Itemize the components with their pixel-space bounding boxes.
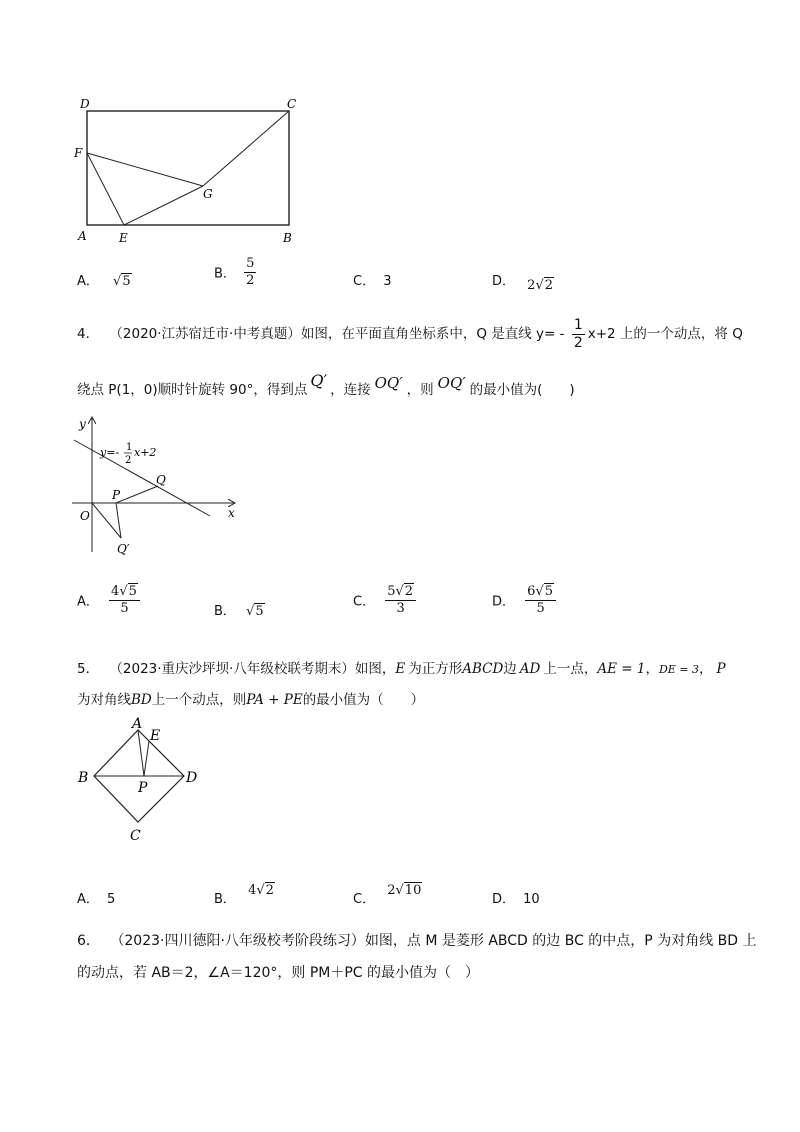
coordinate-figure bbox=[68, 412, 248, 562]
label-e: E bbox=[150, 728, 161, 744]
label-c: C bbox=[130, 828, 141, 844]
question-4-line-1: 4． （2020·江苏宿迁市·中考真题）如图，在平面直角坐标系中，Q 是直线 y= - $\frac{1}{2}$ x+2 上的一个动点，将 Q bbox=[77, 317, 743, 351]
q5-option-c[interactable]: C． 2√10 bbox=[353, 883, 422, 907]
question-source: （2020·江苏宿迁市·中考真题） bbox=[109, 326, 301, 343]
fraction: $\frac{5√2}{3}$ bbox=[385, 585, 416, 615]
label-g: G bbox=[203, 187, 213, 201]
label-c: C bbox=[287, 97, 297, 111]
question-6-line-2: 的动点，若 AB＝2，∠A＝120°，则 PM＋PC 的最小值为（ ） bbox=[77, 965, 480, 981]
label-a: A bbox=[78, 229, 87, 243]
oq-prime-symbol: OQ′ bbox=[437, 374, 466, 392]
equation-label-num: 1 bbox=[126, 442, 133, 453]
equation-label-left: y=- bbox=[100, 446, 120, 459]
segment-fe bbox=[87, 153, 124, 225]
question-number: 5． bbox=[77, 661, 100, 677]
rectangle-abcd bbox=[87, 111, 289, 225]
sqrt-expression: 2√2 bbox=[527, 278, 554, 293]
q-prime-symbol: Q′ bbox=[310, 371, 328, 390]
question-source: （2023·四川德阳·八年级校考阶段练习） bbox=[110, 933, 365, 949]
question-4-line-2: 绕点 P(1，0)顺时针旋转 90°，得到点 Q′ ，连接 OQ′ ，则 OQ′ 的最小值为( ) bbox=[77, 371, 575, 398]
question-6-line-1: 6． （2023·四川德阳·八年级校考阶段练习）如图，点 M 是菱形 ABCD 的边 BC 的中点，P 为对角线 BD 上 bbox=[77, 933, 757, 949]
segment-pq bbox=[116, 486, 158, 503]
label-f: F bbox=[74, 146, 83, 160]
label-p: P bbox=[138, 780, 148, 796]
q5-option-d[interactable]: D． 10 bbox=[492, 892, 540, 907]
label-e: E bbox=[119, 231, 128, 245]
q5-option-a[interactable]: A． 5 bbox=[77, 892, 116, 907]
q3-option-c[interactable] bbox=[353, 270, 392, 289]
question-number: 4． bbox=[77, 326, 100, 343]
equation-label-right: x+2 bbox=[134, 446, 157, 459]
fraction: $\frac{5}{2}$ bbox=[246, 256, 255, 288]
segment-gc bbox=[203, 111, 289, 186]
segment-fg bbox=[87, 153, 203, 186]
square-figure bbox=[72, 712, 212, 847]
label-q: Q bbox=[156, 473, 166, 487]
q3-option-a[interactable] bbox=[77, 270, 132, 289]
option-letter: D． bbox=[492, 274, 516, 289]
question-5-line-1: 5． （2023·重庆沙坪坝·八年级校联考期末）如图，E 为正方形ABCD边 AD 上一点，AE = 1，DE = 3， P bbox=[77, 661, 726, 677]
rectangle-figure bbox=[70, 95, 310, 250]
q4-option-d[interactable]: D． $\frac{6√5}{5}$ bbox=[492, 585, 556, 615]
label-o: O bbox=[80, 509, 90, 523]
sqrt-expression: √5 bbox=[246, 604, 264, 619]
oq-prime-symbol: OQ′ bbox=[374, 374, 403, 392]
sqrt-expression: 2√10 bbox=[387, 883, 422, 898]
q3-option-d[interactable] bbox=[492, 270, 554, 293]
segment-eg bbox=[124, 186, 203, 225]
q4-option-c[interactable]: C． $\frac{5√2}{3}$ bbox=[353, 585, 416, 615]
fraction: $\frac{6√5}{5}$ bbox=[525, 585, 556, 615]
question-source: （2023·重庆沙坪坝·八年级校联考期末） bbox=[109, 661, 355, 677]
sqrt-expression: 4√2 bbox=[248, 883, 274, 898]
segment-pe bbox=[144, 741, 149, 776]
label-b: B bbox=[78, 770, 89, 786]
segment-pa bbox=[138, 730, 144, 776]
q4-option-b[interactable]: B． √5 bbox=[214, 604, 264, 619]
q3-option-b[interactable] bbox=[214, 257, 256, 287]
label-a: A bbox=[132, 716, 143, 732]
y-axis-label: y bbox=[79, 417, 86, 431]
option-letter: A． bbox=[77, 274, 99, 289]
label-p: P bbox=[112, 488, 121, 502]
label-d: D bbox=[186, 770, 198, 786]
label-d: D bbox=[80, 97, 90, 111]
option-letter: B． bbox=[214, 266, 236, 282]
fraction: $\frac{4√5}{5}$ bbox=[109, 585, 140, 615]
q4-option-a[interactable]: A． $\frac{4√5}{5}$ bbox=[77, 585, 140, 615]
slope-fraction: $\frac{1}{2}$ bbox=[573, 317, 583, 351]
q5-option-b[interactable]: B． 4√2 bbox=[214, 883, 274, 907]
option-value: 3 bbox=[383, 274, 392, 289]
label-q-prime: Q′ bbox=[117, 542, 130, 556]
option-letter: C． bbox=[353, 274, 376, 289]
x-axis-label: x bbox=[228, 506, 235, 520]
label-b: B bbox=[283, 231, 292, 245]
equation-label-den: 2 bbox=[125, 455, 132, 466]
question-number: 6． bbox=[77, 933, 100, 949]
question-5-line-2: 为对角线BD上一个动点，则PA + PE的最小值为（ ） bbox=[77, 692, 425, 708]
sqrt-expression: √5 bbox=[113, 274, 131, 289]
